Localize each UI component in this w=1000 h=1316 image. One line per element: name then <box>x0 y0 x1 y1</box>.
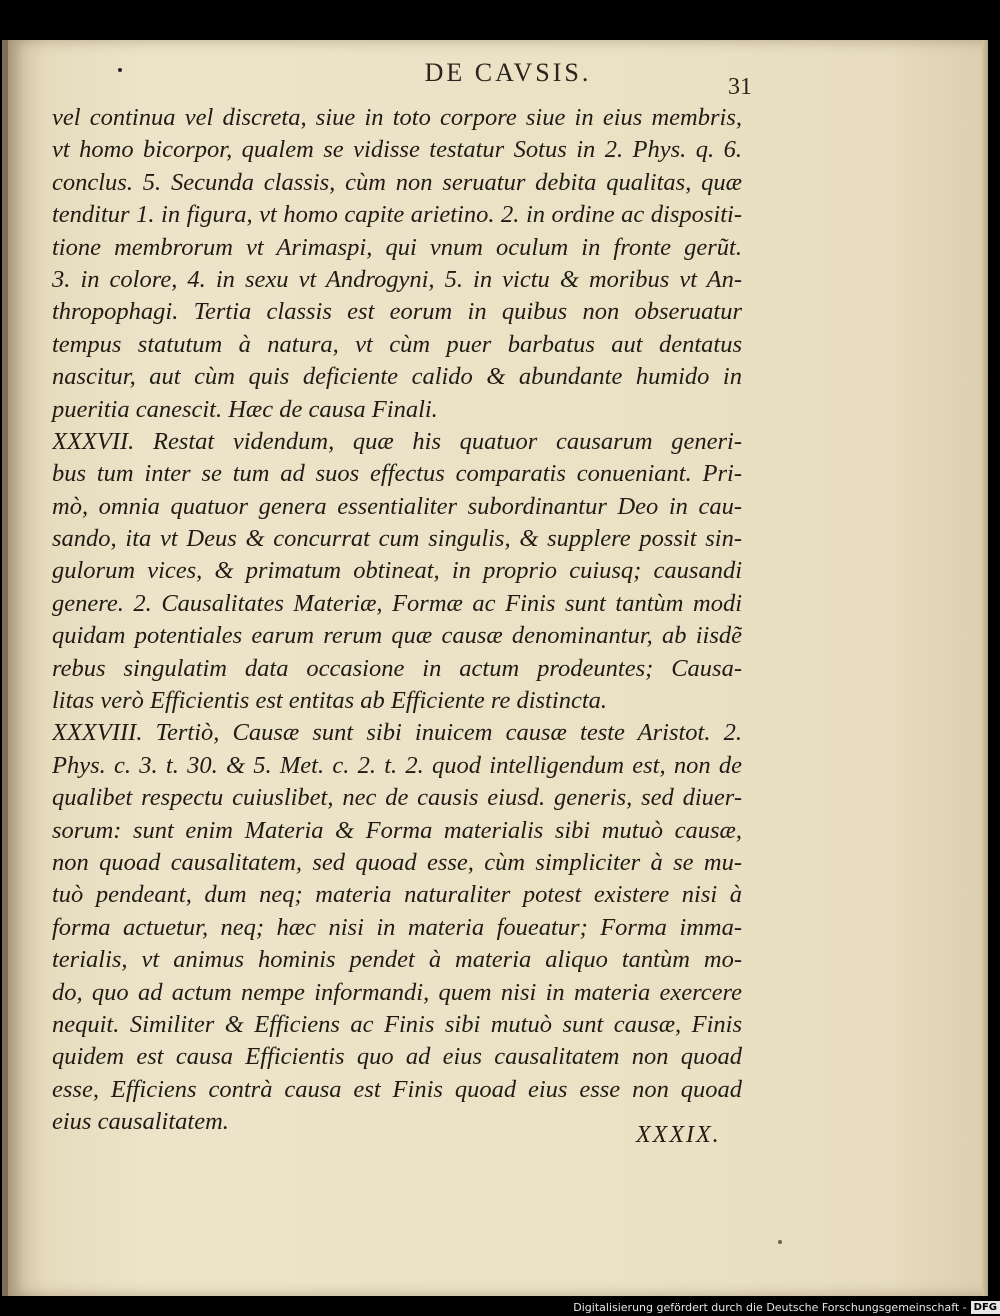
text-line: mò, omnia quatuor genera essentialiter subordinantur Deo in cau- <box>52 492 742 520</box>
text-line: sando, ita vt Deus & concurrat cum singulis, & supplere possit sin- <box>52 525 742 553</box>
text-line: XXXVIII. Tertiò, Causæ sunt sibi inuicem causæ teste Aristot. 2. <box>52 719 742 747</box>
paper-speck <box>778 1240 782 1244</box>
text-line: terialis, vt animus hominis pendet à materia aliquo tantùm mo- <box>52 946 742 974</box>
text-line: rebus singulatim data occasione in actum prodeuntes; Causa- <box>52 654 742 682</box>
text-line: nascitur, aut cùm quis deficiente calido & abundante humido in <box>52 363 742 391</box>
text-line: XXXVII. Restat videndum, quæ his quatuor causarum generi- <box>52 427 742 455</box>
text-line: bus tum inter se tum ad suos effectus comparatis conueniant. Pri- <box>52 460 742 488</box>
catchword: XXXIX. <box>636 1122 721 1148</box>
text-line: qualibet respectu cuiuslibet, nec de causis eiusd. generis, sed diuer- <box>52 784 742 812</box>
running-head: DE CAVSIS. <box>424 58 592 87</box>
ink-dot <box>118 68 122 72</box>
text-line: pueritia canescit. Hæc de causa Finali. <box>52 395 438 423</box>
text-line: Phys. c. 3. t. 30. & 5. Met. c. 2. t. 2. quod intelligendum est, non de <box>52 751 742 779</box>
text-line: esse, Efficiens contrà causa est Finis quoad eius esse non quoad <box>52 1075 742 1103</box>
text-line: non quoad causalitatem, sed quoad esse, cùm simpliciter à se mu- <box>52 848 742 876</box>
text-line: forma actuetur, neq; hæc nisi in materia foueatur; Forma imma- <box>52 913 742 941</box>
dfg-logo: DFG <box>971 1301 1000 1314</box>
footer-credit <box>573 1301 1000 1314</box>
text-line: vt homo bicorpor, qualem se vidisse testatur Sotus in 2. Phys. q. 6. <box>52 136 742 164</box>
text-line: tenditur 1. in figura, vt homo capite arietino. 2. in ordine ac dispositi- <box>52 201 742 229</box>
funding-credit-text: Digitalisierung gefördert durch die Deutsche Forschungsgemeinschaft - <box>573 1301 967 1314</box>
text-line: nequit. Similiter & Efficiens ac Finis sibi mutuò sunt causæ, Finis <box>52 1010 742 1038</box>
text-line: 3. in colore, 4. in sexu vt Androgyni, 5. in victu & moribus vt An- <box>52 265 742 293</box>
text-line: do, quo ad actum nempe informandi, quem nisi in materia exercere <box>52 978 742 1006</box>
page-number: 31 <box>728 74 752 100</box>
text-line: eius causalitatem. <box>52 1108 229 1136</box>
text-line: thropophagi. Tertia classis est eorum in quibus non obseruatur <box>52 298 742 326</box>
text-line: gulorum vices, & primatum obtineat, in proprio cuiusq; causandi <box>52 557 742 585</box>
text-line: tempus statutum à natura, vt cùm puer barbatus aut dentatus <box>52 330 742 358</box>
text-line: litas verò Efficientis est entitas ab Efficiente re distincta. <box>52 687 608 715</box>
text-line: tuò pendeant, dum neq; materia naturaliter potest existere nisi à <box>52 881 742 909</box>
text-line: vel continua vel discreta, siue in toto corpore siue in eius membris, <box>52 104 742 131</box>
text-line: genere. 2. Causalitates Materiæ, Formæ ac Finis sunt tantùm modi <box>52 589 742 617</box>
body-text <box>52 102 742 1139</box>
text-line: conclus. 5. Secunda classis, cùm non seruatur debita qualitas, quæ <box>52 168 742 196</box>
text-line: sorum: sunt enim Materia & Forma materialis sibi mutuò causæ, <box>52 816 742 844</box>
text-line: tione membrorum vt Arimaspi, qui vnum oculum in fronte gerũt. <box>52 233 742 261</box>
text-line: quidam potentiales earum rerum quæ causæ denominantur, ab iisdẽ <box>52 622 742 650</box>
page-edge <box>982 40 988 1296</box>
book-page <box>2 40 988 1296</box>
text-line: quidem est causa Efficientis quo ad eius causalitatem non quoad <box>52 1043 742 1071</box>
